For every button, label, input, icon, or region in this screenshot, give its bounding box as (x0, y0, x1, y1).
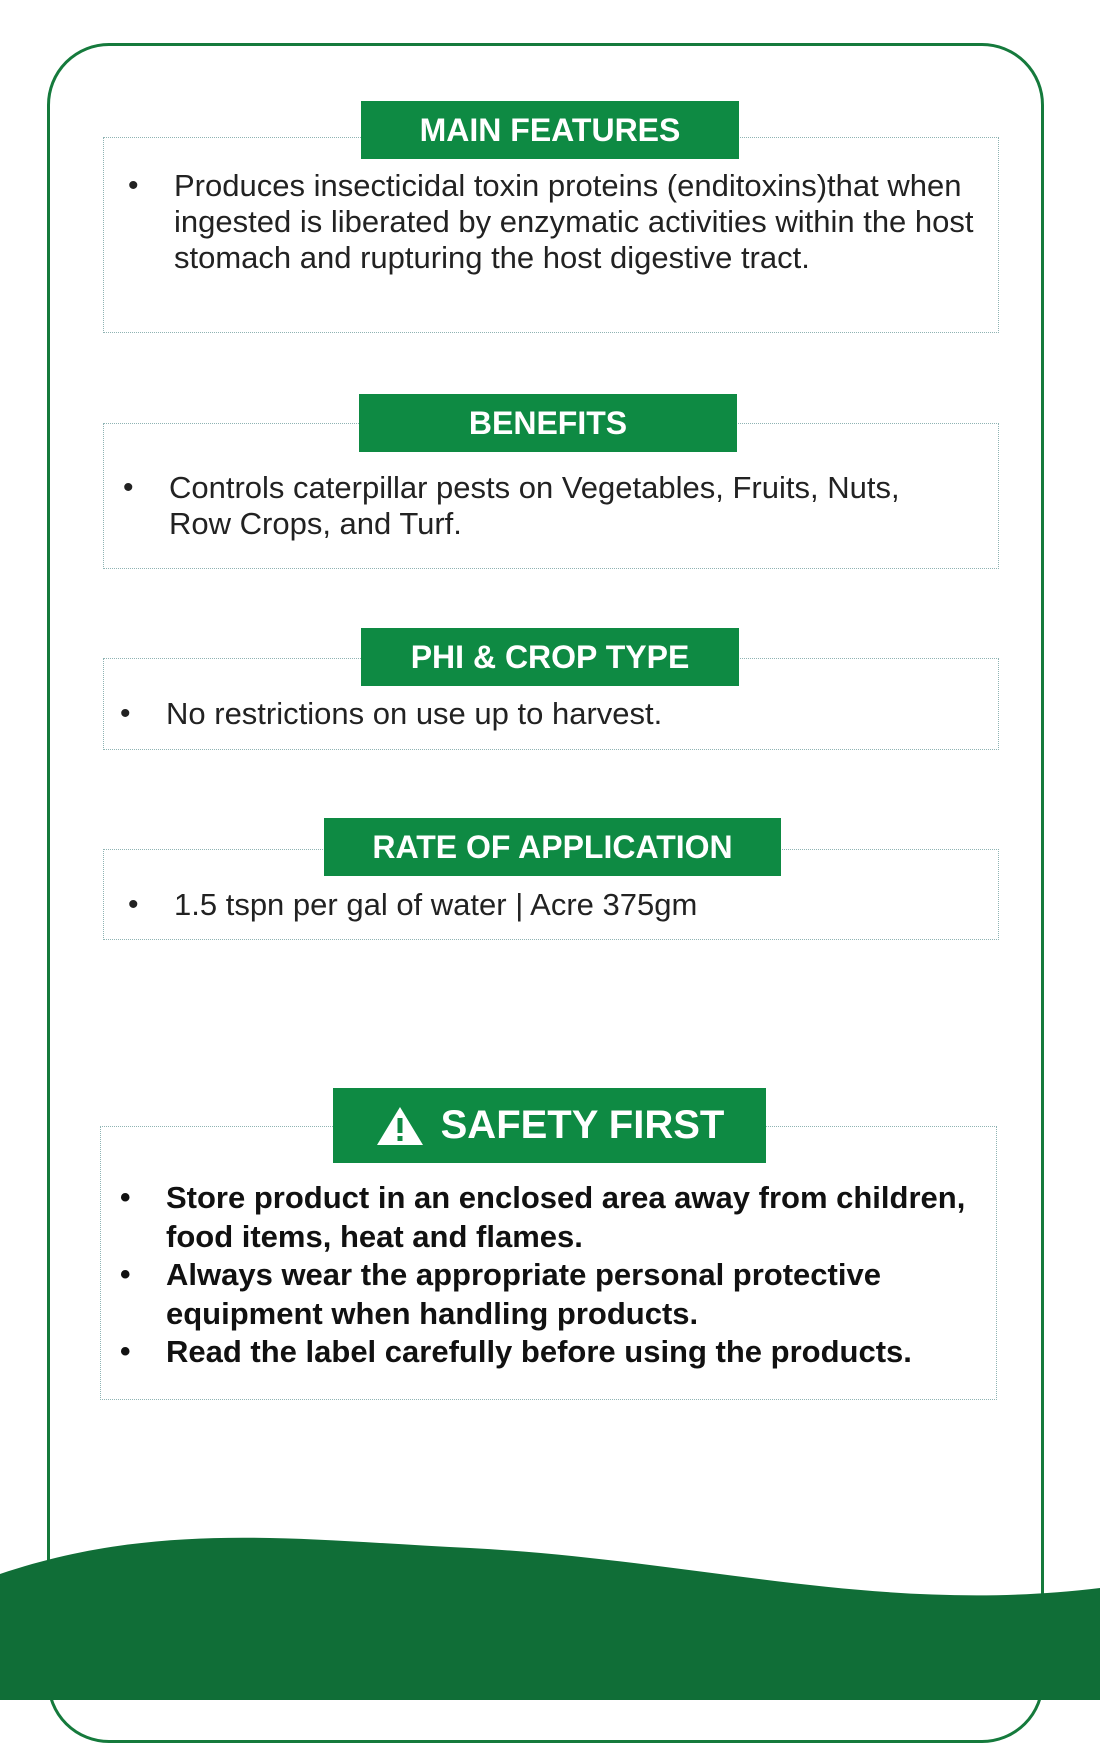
bullet-dot: • (123, 471, 134, 504)
list-item-text: Read the label carefully before using the products. (166, 1334, 912, 1369)
section-title-banner: RATE OF APPLICATION (324, 818, 781, 876)
list-item (123, 470, 969, 542)
bullet-dot: • (120, 1258, 131, 1291)
list-item (128, 168, 974, 276)
list-item (120, 1256, 986, 1333)
list-item (120, 1179, 986, 1256)
section-title-banner: PHI & CROP TYPE (361, 628, 739, 686)
safety-title: SAFETY FIRST (440, 1103, 725, 1147)
list-item (120, 1333, 986, 1372)
warning-triangle-icon (375, 1105, 425, 1147)
bullet-list (128, 168, 974, 276)
bullet-dot: • (120, 697, 131, 730)
list-item-text: 1.5 tspn per gal of water | Acre 375gm (174, 887, 698, 922)
bullet-list (123, 470, 969, 542)
list-item (120, 696, 966, 732)
list-item-text: Always wear the appropriate personal protective equipment when handling products. (166, 1257, 881, 1331)
bullet-dot: • (128, 888, 139, 921)
bullet-dot: • (120, 1181, 131, 1214)
list-item (128, 887, 974, 923)
section-title-banner: MAIN FEATURES (361, 101, 739, 159)
list-item-text: Store product in an enclosed area away from children, food items, heat and flames. (166, 1180, 966, 1254)
bullet-dot: • (120, 1335, 131, 1368)
bullet-dot: • (128, 169, 139, 202)
safety-title-banner (333, 1088, 766, 1163)
list-item-text: No restrictions on use up to harvest. (166, 696, 663, 731)
safety-bullet-list (120, 1179, 986, 1372)
section-title-banner: BENEFITS (359, 394, 737, 452)
footer-wave (0, 1500, 1100, 1700)
list-item-text: Produces insecticidal toxin proteins (enditoxins)that when ingested is liberated by enzymatic activities within the host stomach and rupturing the host digestive tract. (174, 168, 974, 275)
bullet-list (128, 887, 974, 923)
list-item-text: Controls caterpillar pests on Vegetables, Fruits, Nuts, Row Crops, and Turf. (169, 470, 900, 541)
bullet-list (120, 696, 966, 732)
